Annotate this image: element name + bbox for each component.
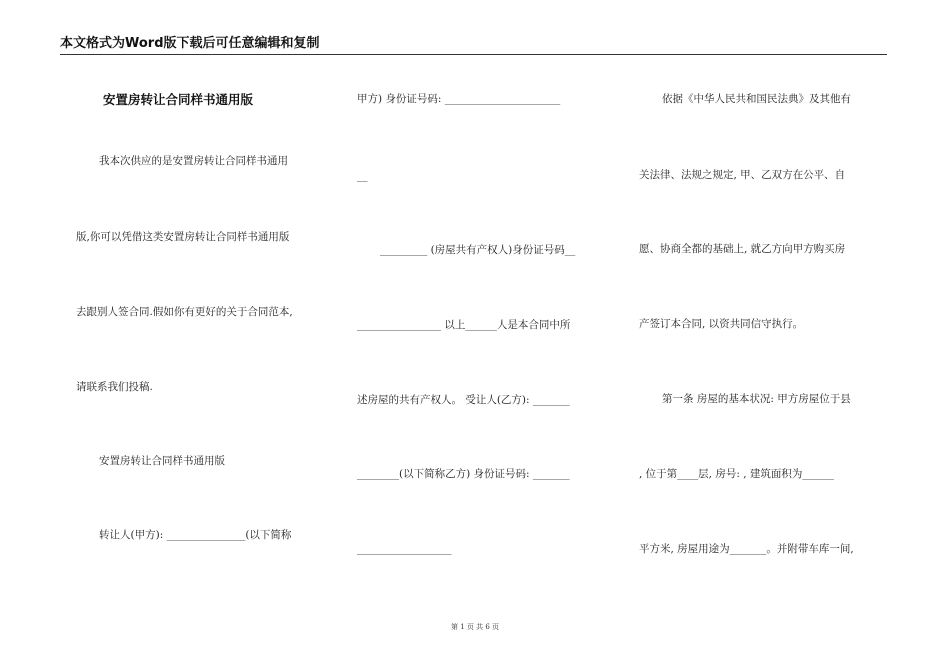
text-line: 第一条 房屋的基本状况: 甲方房屋位于县 [662,393,851,405]
text-line: __ [357,170,368,182]
text-line: , 位于第____层, 房号: , 建筑面积为______ [639,468,834,480]
text-line: 关法律、法规之规定, 甲、乙双方在公平、自 [639,169,846,181]
text-line: ________(以下简称乙方) 身份证号码: _______ [357,468,570,480]
text-line: 去跟别人签合同.假如你有更好的关于合同范本, [76,306,293,318]
text-line: 述房屋的共有产权人。 受让人(乙方): _______ [357,394,570,406]
text-line: 愿、协商全都的基础上, 就乙方向甲方购买房 [639,243,846,255]
text-line: 请联系我们投稿. [76,381,153,393]
text-line: 我本次供应的是安置房转让合同样书通用 [99,155,288,167]
page-number: 第 1 页 共 6 页 [450,623,500,631]
text-line: 甲方) 身份证号码: ______________________ [357,93,561,105]
text-line: 版,你可以凭借这类安置房转让合同样书通用版 [76,231,290,243]
text-line: 产签订本合同, 以资共同信守执行。 [639,318,804,330]
text-line: 依据《中华人民共和国民法典》及其他有 [662,93,851,105]
page-header [60,36,887,55]
text-line: 安置房转让合同样书通用版 [99,455,225,467]
document-title: 安置房转让合同样书通用版 [103,92,254,107]
text-line: __________________ [357,543,452,555]
text-line: 平方米, 房屋用途为_______。并附带车库一间, [639,543,854,555]
text-line: 转让人(甲方): _______________(以下简称 [99,529,292,541]
header-text: 本文格式为Word版下载后可任意编辑和复制 [60,36,320,51]
text-line: ________________ 以上______人是本合同中所 [357,319,571,331]
text-line: _________ (房屋共有产权人)身份证号码__ [380,244,576,256]
